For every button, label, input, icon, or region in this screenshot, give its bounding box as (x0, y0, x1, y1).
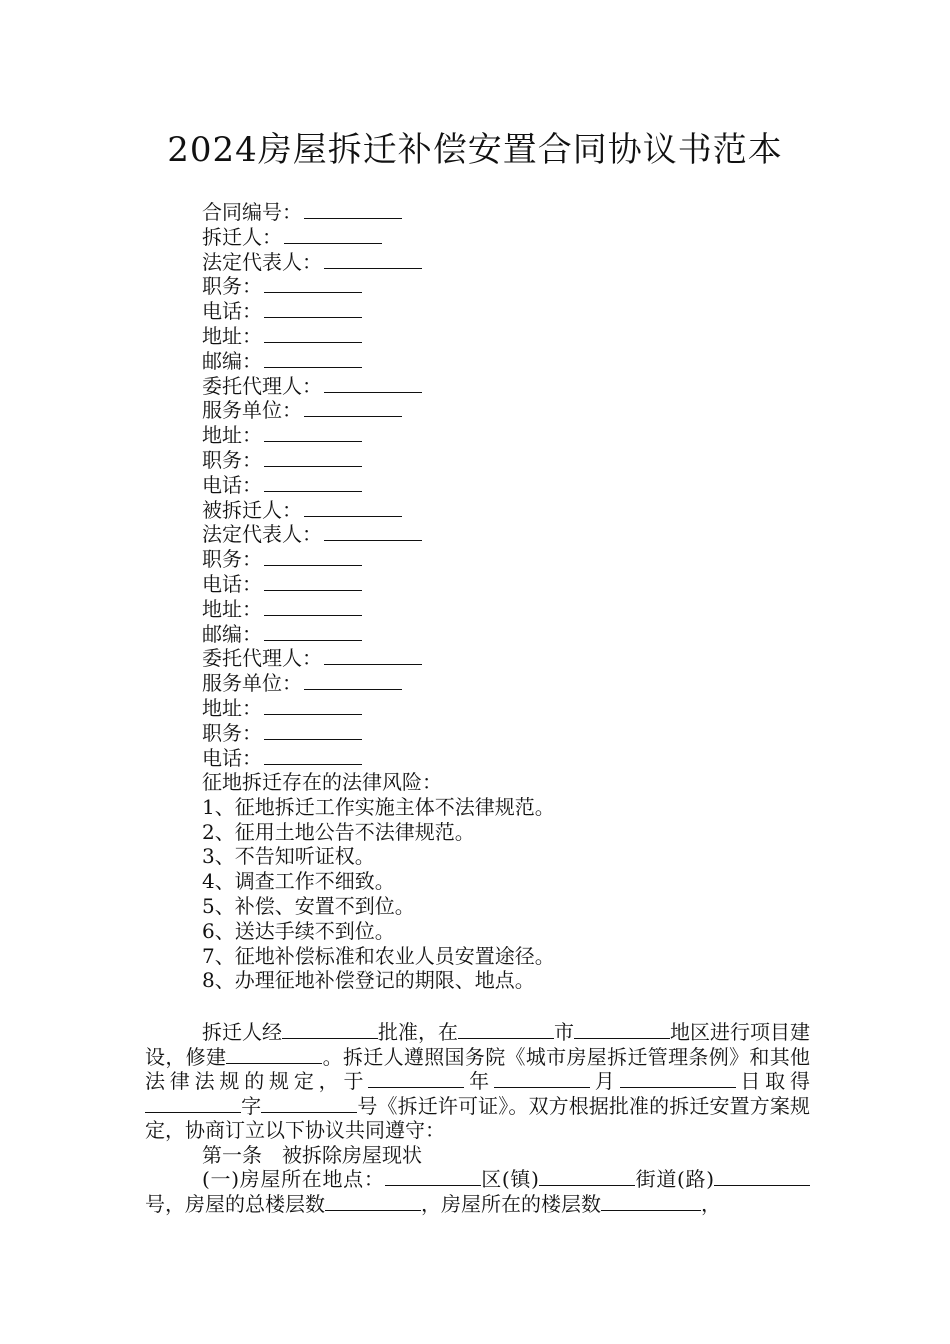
field-row (202, 225, 802, 250)
field-row (202, 696, 802, 721)
field-row (202, 299, 802, 324)
field-blank-line (304, 201, 402, 219)
risk-heading: 征地拆迁存在的法律风险： (202, 770, 442, 794)
field-blank-line (284, 226, 382, 244)
field-label: 邮编： (202, 348, 262, 373)
article-1-heading: 第一条 被拆除房屋现状 (202, 1142, 422, 1167)
document-title: 2024房屋拆迁补偿安置合同协议书范本 (167, 130, 783, 170)
field-row (202, 473, 802, 498)
risk-item: 5、补偿、安置不到位。 (202, 893, 415, 918)
text-segment: 年 (464, 1069, 494, 1093)
risk-item: 8、办理征地补偿登记的期限、地点。 (202, 968, 535, 993)
legal-risk-section (202, 770, 822, 993)
text-segment: 字 (241, 1093, 262, 1118)
field-blank-line (264, 300, 362, 318)
party-info-list (202, 200, 802, 770)
field-blank-line (264, 747, 362, 765)
field-label: 合同编号： (202, 200, 302, 224)
field-label: 邮编： (202, 621, 262, 646)
field-label: 电话： (202, 299, 262, 324)
field-row (202, 721, 802, 746)
risk-item: 7、征地补偿标准和农业人员安置途径。 (202, 943, 555, 968)
field-blank-line (264, 598, 362, 616)
text-segment: 市 (554, 1020, 574, 1044)
field-row (202, 522, 802, 547)
text-segment: ， (701, 1191, 721, 1216)
blank-line (282, 1021, 378, 1039)
blank-line (539, 1168, 635, 1186)
field-label: 法定代表人： (202, 249, 322, 274)
field-row (202, 498, 802, 523)
field-row (202, 274, 802, 299)
field-label: 服务单位： (202, 671, 302, 696)
field-blank-line (324, 523, 422, 541)
field-label: 电话： (202, 472, 262, 497)
risk-item: 3、不告知听证权。 (202, 844, 375, 869)
field-blank-line (324, 251, 422, 269)
field-label: 地址： (202, 596, 262, 621)
field-label: 服务单位： (202, 398, 302, 423)
field-row (202, 423, 802, 448)
field-blank-line (304, 499, 402, 517)
location-paragraph (145, 1167, 810, 1216)
field-row (202, 349, 802, 374)
field-row (202, 448, 802, 473)
field-row (202, 646, 802, 671)
blank-line (601, 1193, 701, 1211)
field-label: 地址： (202, 423, 262, 448)
field-label: 地址： (202, 695, 262, 720)
risk-item: 1、征地拆迁工作实施主体不法律规范。 (202, 794, 555, 819)
text-segment: 拆迁人经 (202, 1020, 282, 1044)
field-label: 电话： (202, 571, 262, 596)
risk-list (202, 795, 822, 993)
risk-item: 6、送达手续不到位。 (202, 918, 395, 943)
blank-line (385, 1168, 481, 1186)
field-blank-line (264, 722, 362, 740)
text-segment: 地区进行项目建设，修建 (145, 1020, 810, 1069)
field-blank-line (264, 325, 362, 343)
text-segment: ，房屋所在的楼层数 (421, 1191, 601, 1216)
field-label: 地址： (202, 323, 262, 348)
field-row (202, 547, 802, 572)
field-blank-line (264, 424, 362, 442)
field-blank-line (304, 399, 402, 417)
field-row (202, 374, 802, 399)
field-row (202, 597, 802, 622)
field-label: 委托代理人： (202, 646, 322, 671)
field-row (202, 200, 802, 225)
field-row (202, 671, 802, 696)
field-label: 拆迁人： (202, 224, 282, 249)
field-blank-line (264, 697, 362, 715)
text-segment: 。拆迁人遵照国务院《城市房屋拆迁管理条例》和其他法律法规的规定，于 (145, 1044, 811, 1093)
blank-line (716, 1070, 736, 1088)
field-blank-line (324, 375, 422, 393)
field-label: 被拆迁人： (202, 497, 302, 522)
text-segment: 月 (589, 1069, 620, 1093)
field-label: 职务： (202, 547, 262, 572)
field-label: 法定代表人： (202, 522, 322, 547)
blank-line (754, 1168, 810, 1186)
field-row (202, 250, 802, 275)
field-label: 职务： (202, 274, 262, 299)
field-blank-line (264, 548, 362, 566)
field-blank-line (264, 573, 362, 591)
text-segment: 街道(路) (634, 1167, 715, 1191)
field-label: 委托代理人： (202, 373, 322, 398)
blank-line (714, 1168, 754, 1186)
field-row (202, 622, 802, 647)
contract-body (145, 1020, 810, 1216)
field-blank-line (264, 474, 362, 492)
field-blank-line (264, 275, 362, 293)
blank-line (574, 1021, 670, 1039)
blank-line (620, 1070, 716, 1088)
field-blank-line (304, 672, 402, 690)
field-blank-line (324, 647, 422, 665)
field-blank-line (264, 623, 362, 641)
blank-line (325, 1193, 421, 1211)
field-row (202, 746, 802, 771)
text-segment: 号，房屋的总楼层数 (145, 1191, 325, 1216)
preamble-paragraph (145, 1020, 810, 1143)
field-label: 职务： (202, 447, 262, 472)
risk-item: 4、调查工作不细致。 (202, 869, 395, 894)
blank-line (368, 1070, 464, 1088)
text-segment: 日取得 (735, 1069, 810, 1093)
field-row (202, 572, 802, 597)
field-label: 电话： (202, 745, 262, 770)
text-segment: 批准，在 (378, 1020, 458, 1044)
blank-line (261, 1095, 357, 1113)
text-segment: 区(镇) (480, 1167, 539, 1191)
text-segment: 号《拆迁许可证》。双方根据批准的拆迁安置方案规定，协商订立以下协议共同遵守： (145, 1093, 811, 1142)
field-label: 职务： (202, 720, 262, 745)
field-blank-line (264, 350, 362, 368)
blank-line (145, 1095, 241, 1113)
blank-line (458, 1021, 554, 1039)
field-blank-line (264, 449, 362, 467)
text-segment: (一)房屋所在地点： (202, 1167, 385, 1191)
blank-line (494, 1070, 590, 1088)
risk-item: 2、征用土地公告不法律规范。 (202, 819, 475, 844)
field-row (202, 398, 802, 423)
blank-line (226, 1046, 322, 1064)
field-row (202, 324, 802, 349)
